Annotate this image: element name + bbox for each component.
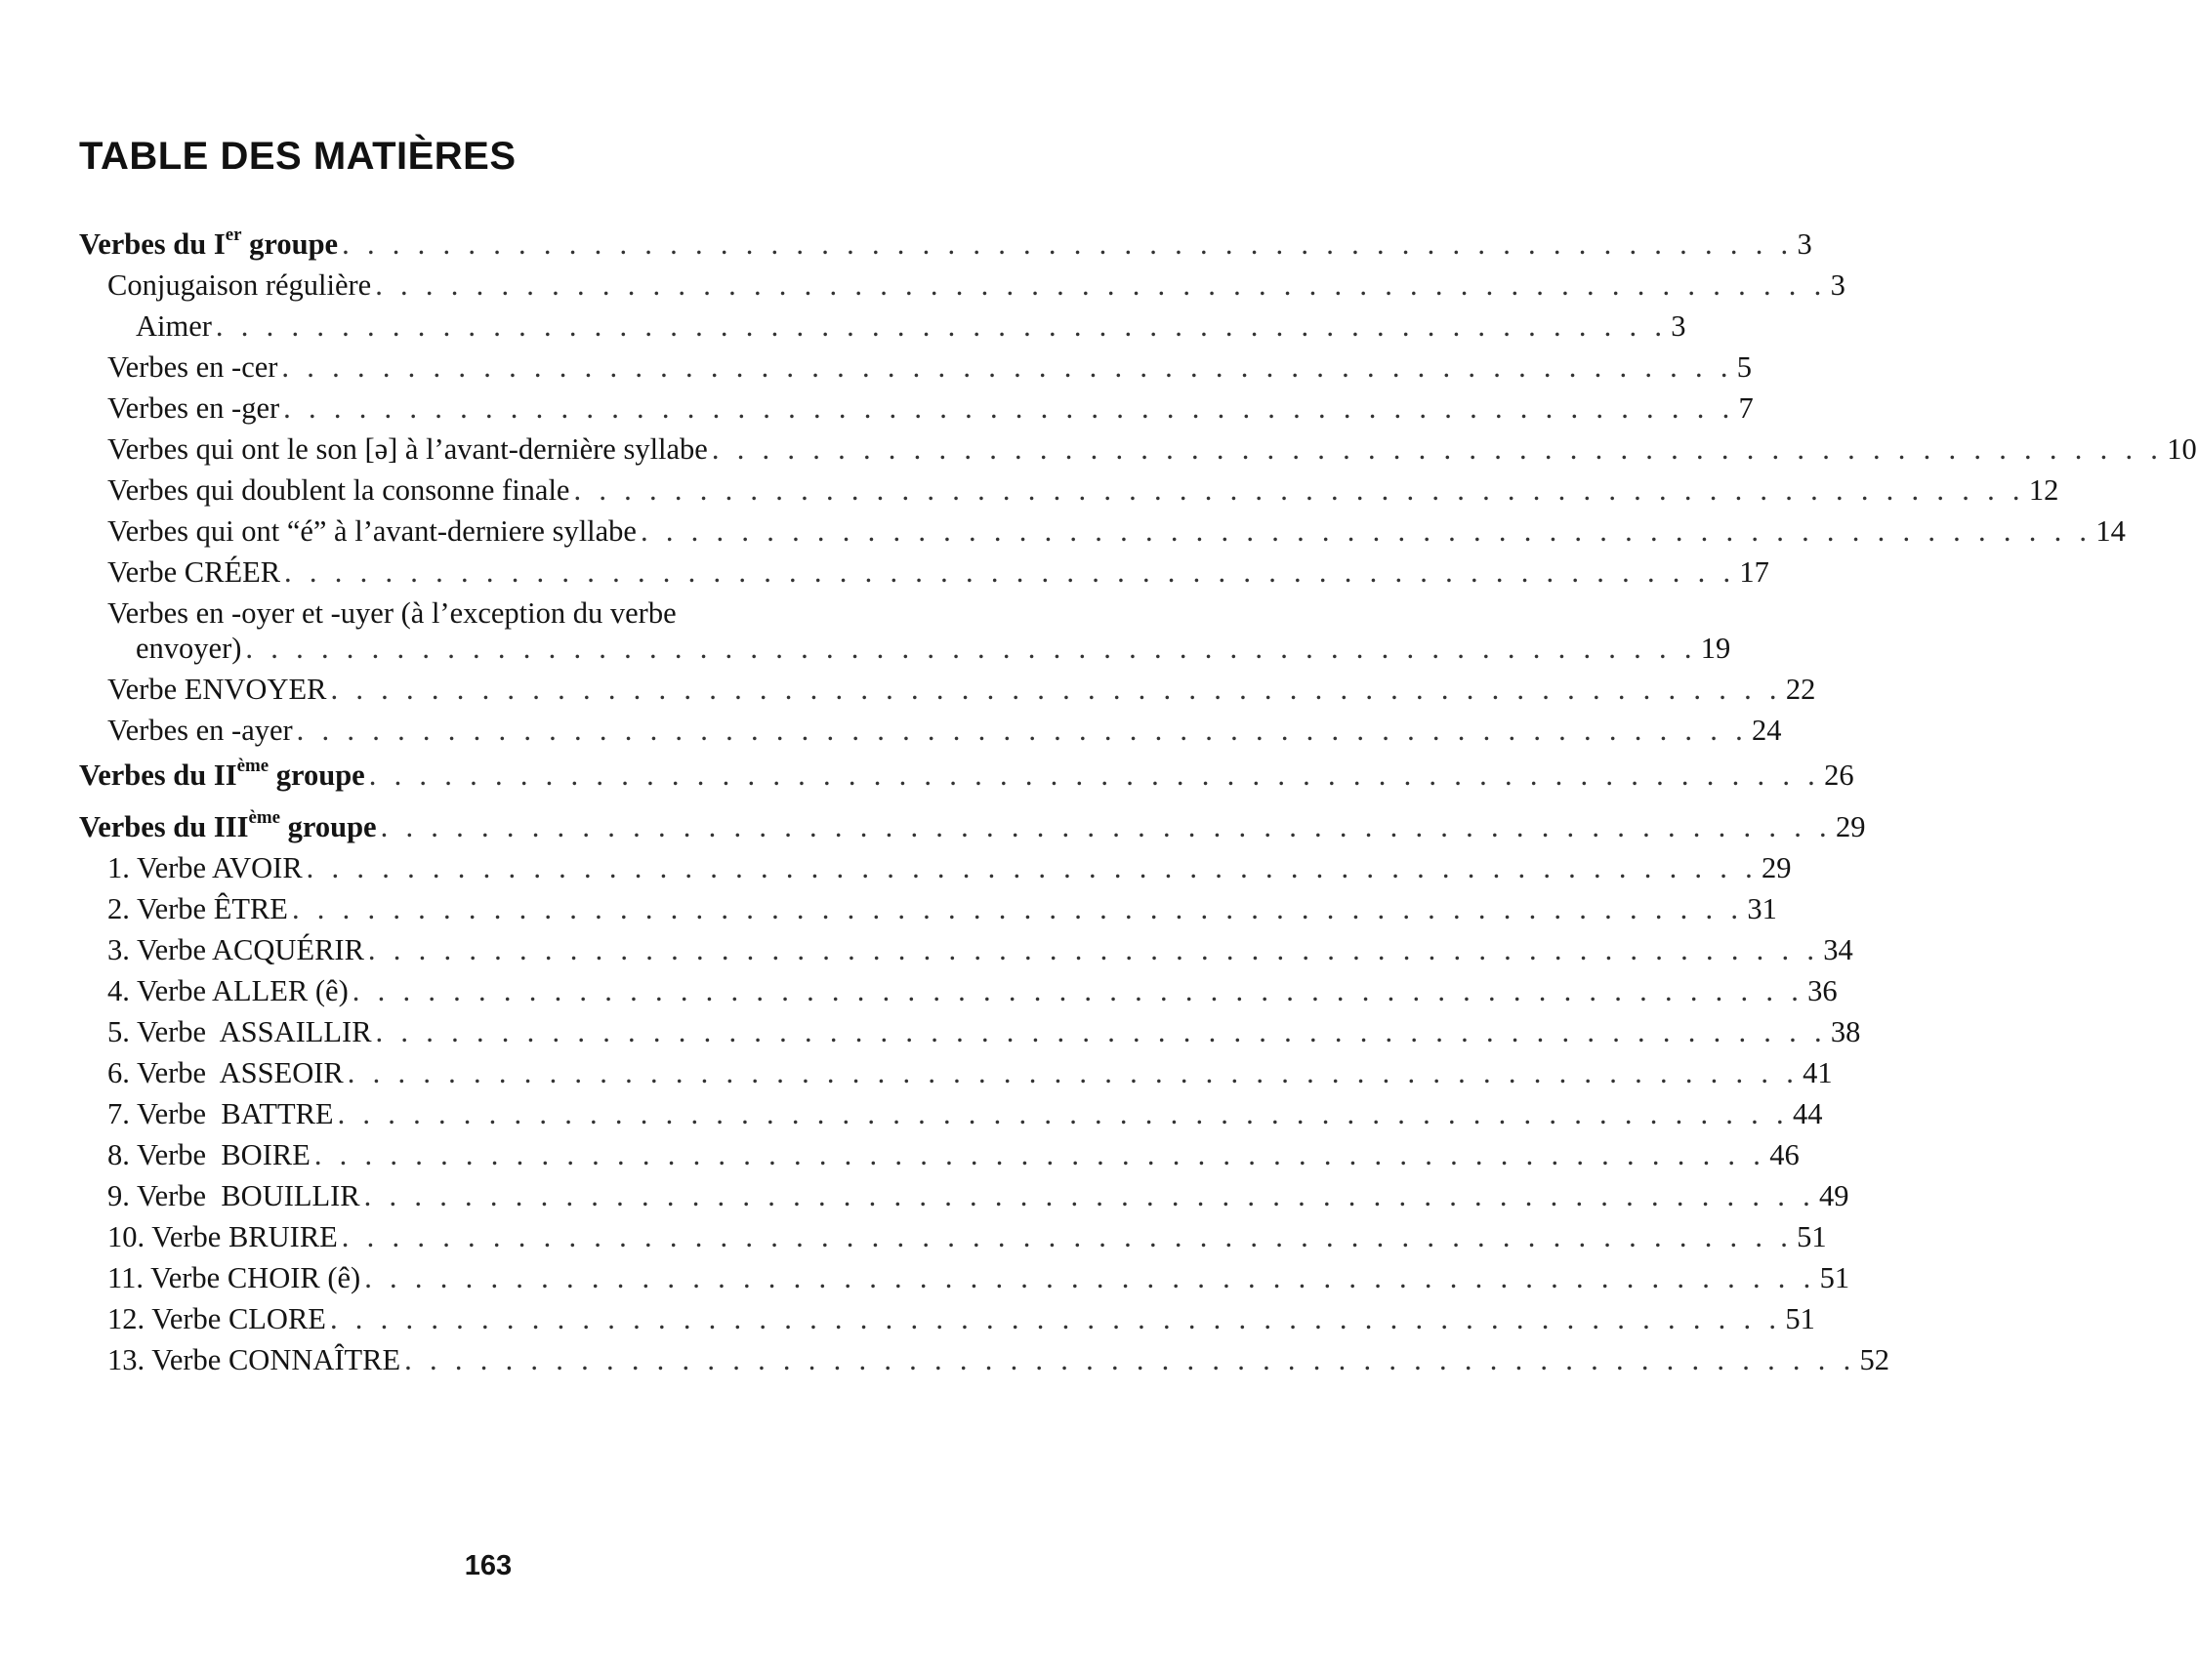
toc-entry-label: 4. Verbe ALLER (ê) [107, 974, 349, 1007]
toc-page-number: 3 [1797, 227, 1812, 261]
toc-page-number: 41 [1803, 1056, 1833, 1089]
toc-page-number: 17 [1739, 555, 1769, 589]
toc-group-2 [79, 755, 1854, 793]
dot-leader: . . . . . . . . . . . . . . . . . . . . . . . . . . . . . . . . . . . . . . . . . . . . . . . . . . . . . . . . . . [291, 892, 1744, 925]
toc-entry-last-line [79, 631, 1731, 666]
toc-entry-label: 10. Verbe BRUIRE [107, 1220, 338, 1253]
dot-leader: . . . . . . . . . . . . . . . . . . . . . . . . . . . . . . . . . . . . . . . . . . . . . . . . . . . . . . . . . . [306, 851, 1759, 884]
toc-entry-label: 9. Verbe BOUILLIR [107, 1179, 360, 1212]
toc-page-number: 29 [1762, 851, 1792, 884]
dot-leader: . . . . . . . . . . . . . . . . . . . . . . . . . . . . . . . . . . . . . . . . . . . . . . . . . . . . . . . . . . [283, 391, 1735, 425]
toc-entry-label: Verbes qui ont le son [ə] à l’avant-dernière syllabe [107, 432, 708, 466]
dot-leader: . . . . . . . . . . . . . . . . . . . . . . . . . . . . . . . . . . . . . . . . . . . . . . . . . . . . . . . . . . [363, 1179, 1816, 1212]
toc-page-number: 29 [1835, 810, 1866, 843]
table-of-contents [79, 224, 2197, 1377]
dot-leader: . . . . . . . . . . . . . . . . . . . . . . . . . . . . . . . . . . . . . . . . . . . . . . . . . . . . . . . . . . [375, 268, 1827, 302]
toc-entry-label: 13. Verbe CONNAÎTRE [107, 1343, 401, 1376]
toc-entry-label: Verbes en -cer [107, 350, 278, 384]
toc-page-number: 7 [1738, 391, 1754, 425]
dot-leader: . . . . . . . . . . . . . . . . . . . . . . . . . . . . . . . . . . . . . . . . . . . . . . . . . . . . . . . . . . [380, 810, 1832, 843]
toc-group-title: Verbes du IIème groupe [79, 755, 365, 792]
toc-page-number: 14 [2095, 514, 2126, 548]
toc-entry [79, 850, 1792, 885]
toc-entry-label: Verbe ENVOYER [107, 673, 327, 706]
toc-entry-label: 1. Verbe AVOIR [107, 851, 303, 884]
dot-leader: . . . . . . . . . . . . . . . . . . . . . . . . . . . . . . . . . . . . . . . . . . . . . . . . . . . . . . . . . . [404, 1343, 1856, 1376]
toc-entry-label: 6. Verbe ASSEOIR [107, 1056, 344, 1089]
toc-entry [79, 1178, 1849, 1213]
toc-entry-label: Aimer [136, 309, 212, 343]
dot-leader: . . . . . . . . . . . . . . . . . . . . . . . . . . . . . . . . . . . . . . . . . . . . . . . . . . . . . . . . . . [337, 1097, 1789, 1130]
toc-entry [79, 267, 1845, 303]
toc-group-1 [79, 224, 1812, 262]
toc-page-number: 46 [1769, 1138, 1800, 1171]
toc-page-number: 19 [1700, 632, 1731, 665]
dot-leader: . . . . . . . . . . . . . . . . . . . . . . . . . . . . . . . . . . . . . . . . . . . . . . . . . . . . . . . . . . [364, 1261, 1816, 1294]
toc-entry [79, 891, 1777, 926]
dot-leader: . . . . . . . . . . . . . . . . . . . . . . . . . . . . . . . . . . . . . . . . . . . . . . . . . . . . . . . . . . [296, 714, 1749, 747]
dot-leader: . . . . . . . . . . . . . . . . . . . . . . . . . . . . . . . . . . . . . . . . . . . . . . . . . . . . . . . . . . [573, 473, 2025, 507]
toc-page-number: 51 [1819, 1261, 1850, 1294]
toc-page-number: 49 [1819, 1179, 1849, 1212]
dot-leader: . . . . . . . . . . . . . . . . . . . . . . . . . . . . . . . . . . . . . . . . . . . . . . . . . . . . . . . . . . [245, 632, 1697, 665]
toc-entry [79, 349, 1753, 385]
dot-leader: . . . . . . . . . . . . . . . . . . . . . . . . . . . . . . . . . . . . . . . . . . . . . . . . . . . . . . . . . . [368, 758, 1821, 792]
toc-entry [79, 1219, 1827, 1254]
toc-entry [79, 1014, 1861, 1049]
toc-entry [79, 1096, 1823, 1131]
toc-entry [79, 554, 1769, 590]
toc-entry [79, 932, 1853, 967]
page-number-footer: 163 [464, 1550, 513, 1581]
toc-page-number: 3 [1671, 309, 1686, 343]
toc-entry [79, 390, 1754, 426]
toc-entry [79, 672, 1816, 707]
toc-page-number: 5 [1736, 350, 1753, 384]
toc-entry [79, 1137, 1800, 1172]
toc-entry [79, 1342, 1890, 1377]
toc-entry-label: Verbes en -ayer [107, 714, 293, 747]
toc-entry-label: envoyer) [136, 632, 242, 665]
toc-page-number: 22 [1785, 673, 1816, 706]
dot-leader: . . . . . . . . . . . . . . . . . . . . . . . . . . . . . . . . . . . . . . . . . . . . . . . . . . . . . . . . . . [313, 1138, 1766, 1171]
dot-leader: . . . . . . . . . . . . . . . . . . . . . . . . . . . . . . . . . . . . . . . . . . . . . . . . . . . . . . . . . . [367, 933, 1820, 966]
toc-entry-label-line: Verbes en -oyer et -uyer (à l’exception du verbe [107, 596, 677, 630]
dot-leader: . . . . . . . . . . . . . . . . . . . . . . . . . . . . . . . . . . . . . . . . . . . . . . . . . . . . . . . . . . [281, 350, 1733, 384]
toc-entry [79, 513, 2126, 549]
toc-page-number: 34 [1823, 933, 1853, 966]
toc-page-number: 26 [1824, 758, 1854, 792]
toc-entry [79, 713, 1782, 748]
dot-leader: . . . . . . . . . . . . . . . . . . . . . . . . . . . . . . . . . . . . . . . . . . . . . . . . . . . . . . . . . . [341, 1220, 1794, 1253]
toc-page-number: 10 [2167, 432, 2197, 466]
toc-entry [79, 973, 1838, 1008]
dot-leader: . . . . . . . . . . . . . . . . . . . . . . . . . . . . . . . . . . . . . . . . . . . . . . . . . . . . . . . . . . [352, 974, 1804, 1007]
toc-entry [79, 1301, 1815, 1336]
dot-leader: . . . . . . . . . . . . . . . . . . . . . . . . . . . . . . . . . . . . . . . . . . . . . . . . . . . . . . . . . . [329, 1302, 1782, 1335]
dot-leader: . . . . . . . . . . . . . . . . . . . . . . . . . . . . . . . . . . . . . . . . . . . . . . . . . . . . . . . . . . [342, 227, 1794, 261]
dot-leader: . . . . . . . . . . . . . . . . . . . . . . . . . . . . . . . . . . . . . . . . . . . . . . . . . . . . . . . . . . [347, 1056, 1800, 1089]
toc-group-3 [79, 806, 1866, 844]
toc-entry [79, 308, 1686, 344]
dot-leader: . . . . . . . . . . . . . . . . . . . . . . . . . . . . . . . . . . . . . . . . . . . . . . . . . . . . . . . . . . [711, 432, 2164, 466]
toc-page-number: 44 [1792, 1097, 1823, 1130]
dot-leader: . . . . . . . . . . . . . . . . . . . . . . . . . . . . . . . . . . . . . . . . . . . . . . . . . . . . . . . . . . [330, 673, 1782, 706]
toc-entry-label: Verbe CRÉER [107, 555, 281, 589]
toc-entry [79, 431, 2197, 467]
toc-group-title: Verbes du Ier groupe [79, 224, 339, 261]
dot-leader: . . . . . . . . . . . . . . . . . . . . . . . . . . . . . . . . . . . . . . . . . . . . . . . . . . . . . . . . . . [375, 1015, 1827, 1048]
toc-page-number: 38 [1830, 1015, 1861, 1048]
dot-leader: . . . . . . . . . . . . . . . . . . . . . . . . . . . . . . . . . . . . . . . . . . . . . . . . . . . . . . . . . . [284, 555, 1736, 589]
toc-entry-label: Verbes qui doublent la consonne finale [107, 473, 570, 507]
toc-entry-label: Conjugaison régulière [107, 268, 372, 302]
toc-entry [79, 472, 2059, 508]
toc-page-number: 31 [1747, 892, 1777, 925]
toc-entry [79, 1260, 1850, 1295]
toc-entry-label: 3. Verbe ACQUÉRIR [107, 933, 364, 966]
toc-entry [79, 1055, 1833, 1090]
toc-group-title: Verbes du IIIème groupe [79, 806, 377, 843]
dot-leader: . . . . . . . . . . . . . . . . . . . . . . . . . . . . . . . . . . . . . . . . . . . . . . . . . . . . . . . . . . [215, 309, 1668, 343]
toc-entry-label: Verbes en -ger [107, 391, 280, 425]
toc-entry-label: 12. Verbe CLORE [107, 1302, 326, 1335]
toc-page-number: 12 [2028, 473, 2059, 507]
toc-entry-label: 11. Verbe CHOIR (ê) [107, 1261, 361, 1294]
toc-page-number: 3 [1830, 268, 1845, 302]
toc-entry-label: 7. Verbe BATTRE [107, 1097, 334, 1130]
toc-entry-label: 5. Verbe ASSAILLIR [107, 1015, 372, 1048]
toc-page-number: 51 [1797, 1220, 1827, 1253]
toc-entry-label: Verbes qui ont “é” à l’avant-derniere syllabe [107, 514, 637, 548]
toc-entry-label: 2. Verbe ÊTRE [107, 892, 288, 925]
toc-page-number: 36 [1807, 974, 1838, 1007]
toc-entry-label: 8. Verbe BOIRE [107, 1138, 311, 1171]
toc-page-number: 51 [1785, 1302, 1815, 1335]
toc-entry-wrapped [79, 595, 1731, 666]
dot-leader: . . . . . . . . . . . . . . . . . . . . . . . . . . . . . . . . . . . . . . . . . . . . . . . . . . . . . . . . . . [640, 514, 2093, 548]
toc-page-number: 24 [1752, 714, 1782, 747]
toc-page-number: 52 [1859, 1343, 1890, 1376]
page-title: TABLE DES MATIÈRES [79, 135, 517, 178]
